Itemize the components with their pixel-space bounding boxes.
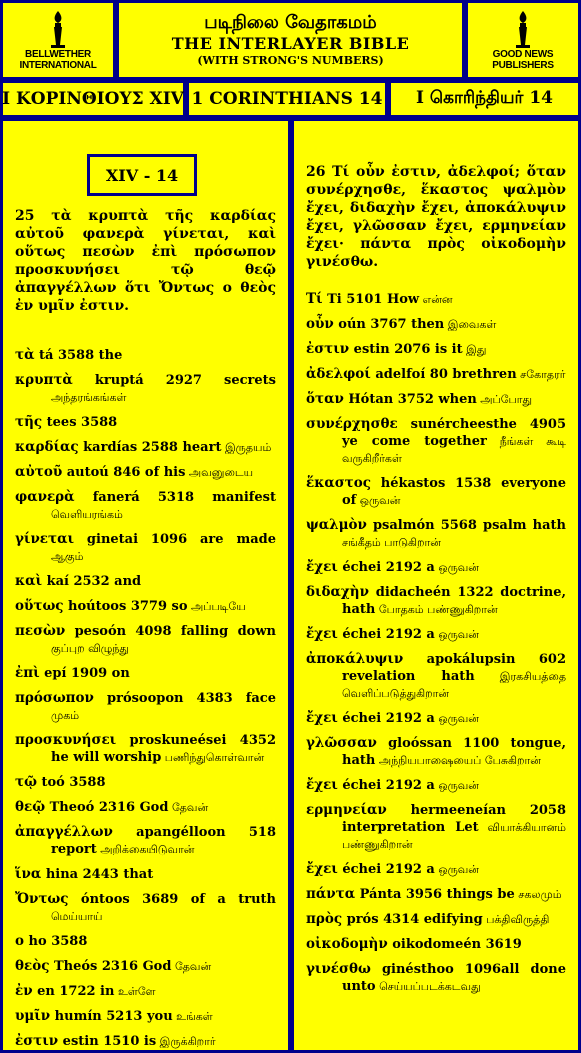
bellwether-logo-text: BELLWETHER INTERNATIONAL — [19, 49, 97, 71]
tamil-gloss: சகோதரர் — [516, 368, 566, 381]
tamil-gloss: அந்நியபாஷையைப் பேசுகிறான் — [375, 754, 541, 767]
word-entry — [15, 690, 276, 724]
word-entry — [15, 933, 276, 950]
english-gloss: estin 1510 is — [58, 1034, 157, 1049]
english-gloss: Theoó 2316 God — [45, 800, 169, 815]
word-entry — [15, 414, 276, 431]
greek-word: ὅταν — [306, 391, 344, 407]
english-gloss: tá 3588 the — [34, 348, 123, 363]
tamil-gloss: உங்கள் — [172, 1010, 213, 1023]
tamil-gloss: இருக்கிறார் — [156, 1035, 216, 1048]
english-gloss: ginésthoo 1096all done unto — [342, 962, 566, 994]
tamil-gloss: முகம் — [51, 709, 80, 722]
english-gloss: échei 2192 a — [337, 711, 435, 726]
word-entry — [306, 559, 566, 576]
greek-word: καρδίας — [15, 439, 79, 455]
book-english: 1 CORINTHIANS 14 — [186, 80, 388, 118]
greek-word: ἔχει — [306, 710, 338, 726]
tamil-gloss: ஒருவன் — [434, 863, 479, 876]
english-gloss: Theós 2316 God — [49, 959, 172, 974]
greek-word: Τί — [306, 291, 323, 307]
greek-word: ἔχει — [306, 559, 338, 575]
word-entry — [306, 886, 566, 903]
greek-word: ἐστιν — [15, 1033, 59, 1049]
greek-word: γίνεται — [15, 531, 75, 547]
word-entry — [15, 665, 276, 682]
greek-word: φανερὰ — [15, 489, 75, 505]
greek-word: διδαχὴν — [306, 584, 369, 600]
title-tamil: படிநிலை வேதாகமம் — [204, 12, 377, 33]
english-gloss: adelfoí 80 brethren — [370, 367, 517, 382]
tamil-gloss: ஒருவன் — [356, 494, 401, 507]
word-entry — [306, 584, 566, 618]
word-entry — [15, 464, 276, 481]
word-entry — [306, 416, 566, 467]
english-gloss: en 1722 in — [32, 984, 115, 999]
word-entry — [15, 824, 276, 858]
greek-word: Ὄντως — [15, 891, 69, 907]
tamil-gloss: குப்புற விழுந்து — [51, 642, 129, 655]
greek-word: προσκυνήσει — [15, 732, 117, 748]
english-gloss: hoútoos 3779 so — [63, 599, 188, 614]
greek-word: πρόσωπον — [15, 690, 94, 706]
tamil-gloss: ஒருவன் — [434, 712, 479, 725]
english-gloss: oún 3767 then — [333, 317, 445, 332]
tamil-gloss: தேவன் — [168, 801, 209, 814]
tamil-gloss: உள்ளே — [114, 985, 156, 998]
greek-word: οὖν — [306, 316, 334, 332]
english-gloss: humín 5213 you — [50, 1009, 173, 1024]
english-gloss: didacheén 1322 doctrine, hath — [342, 585, 566, 617]
greek-word: ψαλμὸν — [306, 517, 367, 533]
english-gloss: epí 1909 on — [39, 666, 130, 681]
english-gloss: fanerá 5318 manifest — [74, 490, 276, 505]
tamil-gloss: இருதயம் — [221, 441, 272, 454]
english-gloss: psalmón 5568 psalm hath — [366, 518, 566, 533]
tamil-gloss: அப்போது — [476, 393, 533, 406]
greek-word: ἐν — [15, 983, 33, 999]
word-entry — [306, 710, 566, 727]
english-gloss: proskuneései 4352 he will worship — [51, 733, 276, 765]
english-gloss: autoú 846 of his — [62, 465, 186, 480]
tamil-gloss: பணிந்துகொள்வான் — [161, 751, 265, 764]
tamil-gloss: ஒருவன் — [434, 779, 479, 792]
word-entry — [306, 651, 566, 702]
word-entry — [15, 983, 276, 1000]
word-entry — [15, 573, 276, 590]
word-entry — [15, 347, 276, 364]
tamil-gloss: சகலமும் — [514, 888, 562, 901]
english-gloss: échei 2192 a — [337, 627, 435, 642]
word-entry — [15, 958, 276, 975]
word-entry — [306, 735, 566, 769]
greek-word: τὰ — [15, 347, 35, 363]
chapter-label: XIV - 14 — [87, 154, 197, 196]
greek-word: ἵνα — [15, 866, 42, 882]
tamil-gloss: இவைகள் — [444, 318, 497, 331]
english-gloss: Pánta 3956 things be — [355, 887, 515, 902]
title-box — [116, 0, 465, 80]
tamil-gloss: அவனுடைய — [185, 466, 254, 479]
right-word-list — [306, 291, 566, 995]
good-news-logo-text: GOOD NEWS PUBLISHERS — [492, 49, 554, 71]
english-gloss: kardías 2588 heart — [78, 440, 222, 455]
good-news-logo-box — [465, 0, 581, 80]
torch-icon — [45, 9, 71, 49]
english-gloss: hina 2443 that — [41, 867, 154, 882]
english-gloss: kruptá 2927 secrets — [72, 373, 276, 388]
word-entry — [15, 623, 276, 657]
word-entry — [306, 517, 566, 551]
tamil-gloss: பக்திவிருத்தி — [482, 913, 550, 926]
tamil-gloss: ஆகும் — [51, 550, 84, 563]
greek-word: ἐστιν — [306, 341, 350, 357]
english-gloss: prósoopon 4383 face — [93, 691, 276, 706]
greek-word: οἰκοδομὴν — [306, 936, 388, 952]
book-tamil: I கொரிந்தியர் 14 — [388, 80, 581, 118]
tamil-gloss: செய்யப்படக்கடவது — [375, 980, 481, 993]
verse-26: 26 Τί οὖν ἐστιν, ἀδελφοί; ὅταν συνέρχησθε, ἕκαστος ψαλμὸν ἔχει, διδαχὴν ἔχει, ἀποκάλυψιν ἔχει, γλῶσσαν ἔχει, ερμηνείαν ἔχει· πάντα πρὸς οἰκοδομὴν γινέσθω. — [306, 164, 566, 270]
english-gloss: kaí 2532 and — [42, 574, 142, 589]
word-entry — [306, 366, 566, 383]
left-column — [0, 118, 291, 1053]
book-greek: Ι ΚΟΡΙΝΘΙΟΥΣ XIV — [0, 80, 186, 118]
tamil-gloss: ஒருவன் — [434, 628, 479, 641]
english-gloss: apokálupsin 602 revelation hath — [342, 652, 566, 684]
english-gloss: Ti 5101 How — [322, 292, 420, 307]
left-word-list — [15, 347, 276, 1050]
word-entry — [306, 626, 566, 643]
english-gloss: ho 3588 — [24, 934, 88, 949]
right-column — [291, 118, 581, 1053]
english-gloss: sunércheesthe 4905 ye come together — [342, 417, 566, 449]
verse-25: 25 τὰ κρυπτὰ τῆς καρδίας αὐτοῦ φανερὰ γίνεται, καὶ οὕτως πεσὼν ἐπὶ πρόσωπον προσκυνήσει τῷ θεῷ ἀπαγγέλλων ὅτι Ὄντως ο θεὸς ἐν υμῖν ἐστιν. — [15, 208, 276, 314]
torch-icon — [510, 9, 536, 49]
greek-word: ἐπὶ — [15, 665, 40, 681]
greek-word: γινέσθω — [306, 961, 371, 977]
tamil-gloss: தேவன் — [171, 960, 212, 973]
word-entry — [306, 316, 566, 333]
word-entry — [15, 489, 276, 523]
greek-word: ἕκαστος — [306, 475, 371, 491]
greek-word: συνέρχησθε — [306, 416, 398, 432]
greek-word: ἔχει — [306, 777, 338, 793]
greek-word: υμῖν — [15, 1008, 51, 1024]
greek-word: ἀπαγγέλλων — [15, 824, 113, 840]
word-entry — [15, 531, 276, 565]
word-entry — [306, 291, 566, 308]
word-entry — [15, 1033, 276, 1050]
word-entry — [306, 861, 566, 878]
word-entry — [15, 372, 276, 406]
word-entry — [15, 439, 276, 456]
greek-word: κρυπτὰ — [15, 372, 73, 388]
greek-word: ερμηνείαν — [306, 802, 387, 818]
english-gloss: prós 4314 edifying — [342, 912, 483, 927]
tamil-gloss: வியாக்கியானம் பண்ணுகிறான் — [342, 821, 566, 851]
tamil-gloss: சங்கீதம் பாடுகிறான் — [342, 536, 441, 549]
greek-word: θεὸς — [15, 958, 50, 974]
greek-word: ἀποκάλυψιν — [306, 651, 404, 667]
word-entry — [15, 866, 276, 883]
greek-word: πρὸς — [306, 911, 343, 927]
english-gloss: échei 2192 a — [337, 778, 435, 793]
word-entry — [306, 936, 566, 953]
greek-word: καὶ — [15, 573, 43, 589]
word-entry — [306, 777, 566, 794]
greek-word: ο — [15, 933, 25, 949]
tamil-gloss: வெளியரங்கம் — [51, 508, 123, 521]
word-entry — [306, 911, 566, 928]
greek-word: ἔχει — [306, 626, 338, 642]
tamil-gloss: அறிக்கையிடுவான் — [96, 843, 195, 856]
english-gloss: estin 2076 is it — [349, 342, 463, 357]
bellwether-logo-box — [0, 0, 116, 80]
english-gloss: toó 3588 — [36, 775, 106, 790]
word-entry — [15, 891, 276, 925]
word-entry — [306, 802, 566, 853]
tamil-gloss: நீங்கள் கூடி வருகிறீர்கள் — [342, 435, 566, 465]
greek-word: θεῷ — [15, 799, 46, 815]
tamil-gloss: மெய்யாய் — [51, 910, 103, 923]
tamil-gloss: அந்தரங்கங்கள் — [51, 391, 127, 404]
english-gloss: tees 3588 — [42, 415, 118, 430]
title-sub: (WITH STRONG'S NUMBERS) — [197, 54, 384, 67]
word-entry — [15, 774, 276, 791]
greek-word: ἔχει — [306, 861, 338, 877]
english-gloss: Hótan 3752 when — [343, 392, 477, 407]
word-entry — [306, 341, 566, 358]
tamil-gloss: போதகம் பண்ணுகிறான் — [375, 603, 498, 616]
greek-word: αὐτοῦ — [15, 464, 63, 480]
greek-word: τῆς — [15, 414, 43, 430]
greek-word: γλῶσσαν — [306, 735, 377, 751]
word-entry — [15, 1008, 276, 1025]
tamil-gloss: அப்படியே — [187, 600, 246, 613]
greek-word: οὕτως — [15, 598, 64, 614]
word-entry — [15, 799, 276, 816]
greek-word: πάντα — [306, 886, 356, 902]
word-entry — [306, 961, 566, 995]
english-gloss: oikodomeén 3619 — [387, 937, 522, 952]
tamil-gloss: என்ன — [419, 293, 453, 306]
tamil-gloss: இரகசியத்தை வெளிப்படுத்துகிறான் — [342, 670, 566, 700]
greek-word: πεσὼν — [15, 623, 66, 639]
english-gloss: hermeeneían 2058 interpretation Let — [342, 803, 566, 835]
greek-word: ἀδελφοί — [306, 366, 371, 382]
title-main: THE INTERLAYER BIBLE — [171, 34, 410, 53]
word-entry — [306, 391, 566, 408]
word-entry — [15, 732, 276, 766]
tamil-gloss: ஒருவன் — [434, 561, 479, 574]
word-entry — [306, 475, 566, 509]
english-gloss: apangélloon 518 report — [51, 825, 276, 857]
word-entry — [15, 598, 276, 615]
greek-word: τῷ — [15, 774, 37, 790]
english-gloss: óntoos 3689 of a truth — [68, 892, 276, 907]
english-gloss: pesoón 4098 falling down — [65, 624, 276, 639]
english-gloss: hékastos 1538 everyone of — [342, 476, 566, 508]
english-gloss: échei 2192 a — [337, 862, 435, 877]
english-gloss: échei 2192 a — [337, 560, 435, 575]
english-gloss: gloóssan 1100 tongue, hath — [342, 736, 566, 768]
english-gloss: ginetai 1096 are made — [74, 532, 276, 547]
tamil-gloss: இது — [462, 343, 487, 356]
